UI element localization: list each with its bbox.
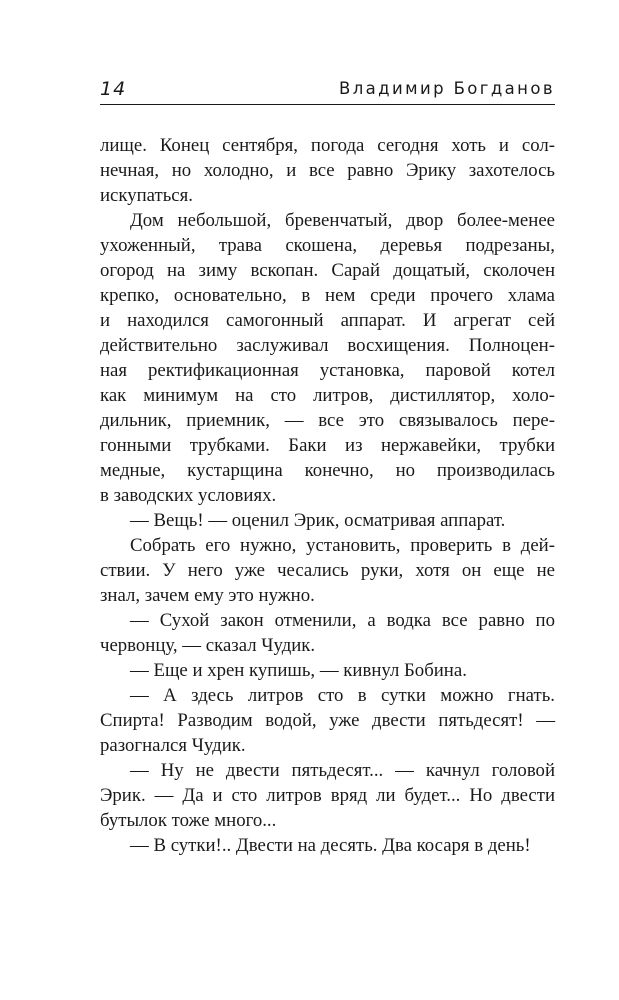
- paragraph: [100, 683, 555, 758]
- text-line: огород на зиму вскопан. Сарай дощатый, сколочен: [100, 260, 555, 281]
- text-line: знал, зачем ему это нужно.: [100, 585, 315, 606]
- text-line: — В сутки!.. Двести на десять. Два косаря в день!: [130, 835, 531, 856]
- text-line: ная ректификационная установка, паровой котел: [100, 360, 555, 381]
- text-line: червонцу, — сказал Чудик.: [100, 635, 316, 656]
- text-line: действительно заслуживал восхищения. Полноцен-: [100, 335, 555, 356]
- text-line: разогнался Чудик.: [100, 735, 246, 756]
- page-number: 14: [100, 78, 127, 100]
- text-line: медные, кустарщина конечно, но производилась: [100, 460, 555, 481]
- text-line: дильник, приемник, — все это связывалось пере-: [100, 410, 555, 431]
- text-line: лище. Конец сентября, погода сегодня хоть и сол-: [100, 135, 555, 156]
- text-line: — Ну не двести пятьдесят... — качнул головой: [130, 760, 555, 781]
- text-line: бутылок тоже много...: [100, 810, 277, 831]
- text-line: крепко, основательно, в нем среди прочего хлама: [100, 285, 555, 306]
- paragraph: [100, 533, 555, 608]
- paragraph: [100, 658, 555, 683]
- text-line: как минимум на сто литров, дистиллятор, холо-: [100, 385, 555, 406]
- text-line: — А здесь литров сто в сутки можно гнать.: [130, 685, 555, 706]
- paragraph: [100, 608, 555, 658]
- text-line: — Еще и хрен купишь, — кивнул Бобина.: [130, 660, 467, 681]
- text-line: в заводских условиях.: [100, 485, 277, 506]
- paragraph: [100, 508, 555, 533]
- paragraph: [100, 133, 555, 208]
- text-line: нечная, но холодно, и все равно Эрику захотелось: [100, 160, 555, 181]
- text-line: искупаться.: [100, 185, 193, 206]
- body-text: [100, 133, 555, 858]
- text-line: — Сухой закон отменили, а водка все равно по: [130, 610, 555, 631]
- text-line: ствии. У него уже чесались руки, хотя он еще не: [100, 560, 555, 581]
- paragraph: [100, 208, 555, 508]
- text-line: Спирта! Разводим водой, уже двести пятьдесят! —: [100, 710, 555, 731]
- text-line: Собрать его нужно, установить, проверить в дей-: [130, 535, 555, 556]
- text-line: Дом небольшой, бревенчатый, двор более-менее: [130, 210, 555, 231]
- text-line: — Вещь! — оценил Эрик, осматривая аппарат.: [130, 510, 506, 531]
- text-line: гонными трубками. Баки из нержавейки, трубки: [100, 435, 555, 456]
- paragraph: [100, 833, 555, 858]
- text-line: ухоженный, трава скошена, деревья подрезаны,: [100, 235, 555, 256]
- author-name: Владимир Богданов: [338, 79, 555, 98]
- running-header: [100, 74, 555, 104]
- paragraph: [100, 758, 555, 833]
- text-line: Эрик. — Да и сто литров вряд ли будет... Но двести: [100, 785, 555, 806]
- header-divider: [100, 104, 555, 105]
- text-line: и находился самогонный аппарат. И агрегат сей: [100, 310, 555, 331]
